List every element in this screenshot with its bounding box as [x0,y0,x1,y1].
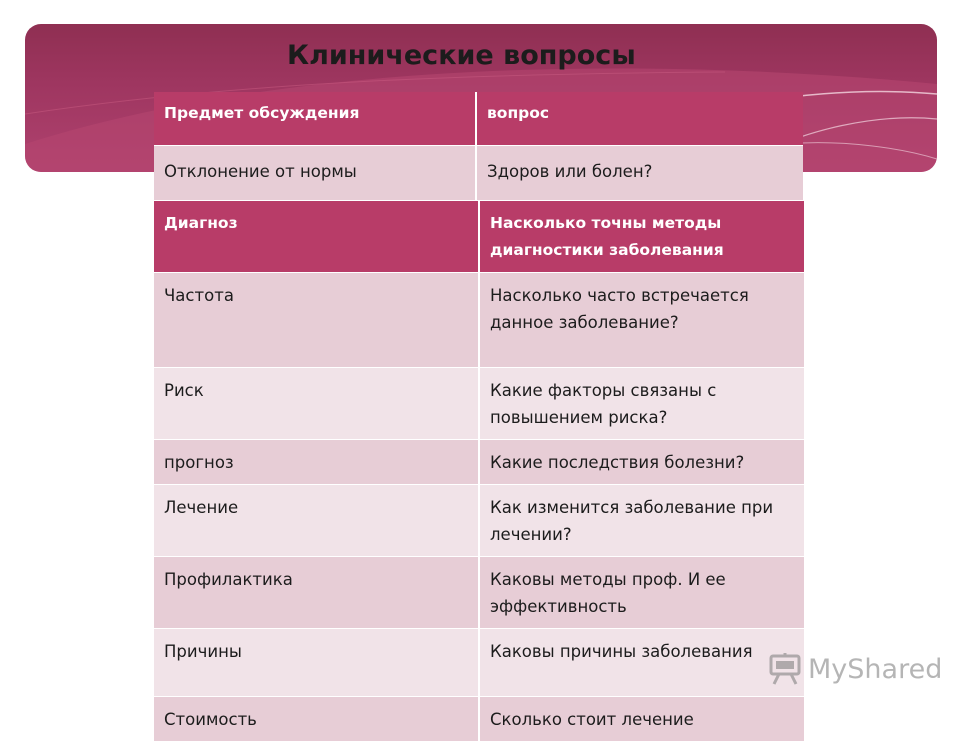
table-cell-question: Насколько часто встречается данное заболевание? [479,273,804,368]
table-cell-topic: прогноз [154,440,479,485]
table-cell-question: Каковы методы проф. И ее эффективность [479,557,804,629]
myshared-watermark [768,652,942,686]
table-row [154,146,803,201]
table-row [154,273,804,368]
table-row [154,629,804,697]
table-header-row [154,92,803,146]
header-cell-subject: Предмет обсуждения [154,92,476,146]
table-cell-topic: Отклонение от нормы [154,146,476,201]
header-cell-diagnosis: Диагноз [154,201,479,273]
table-header-row [154,201,804,273]
table-row [154,697,804,742]
table-cell-question: Как изменится заболевание при лечении? [479,485,804,557]
table-cell-question: Каковы причины заболевания [479,629,804,697]
header-cell-diagnosis-question: Насколько точны методы диагностики заболевания [479,201,804,273]
table-row [154,557,804,629]
table-row [154,485,804,557]
table-cell-topic: Риск [154,368,479,440]
table-cell-topic: Причины [154,629,479,697]
slide-title: Клинические вопросы [287,40,636,71]
presentation-board-icon [768,652,802,686]
table-cell-topic: Лечение [154,485,479,557]
table-cell-question: Какие последствия болезни? [479,440,804,485]
table-cell-question: Сколько стоит лечение [479,697,804,742]
table-row [154,368,804,440]
table-cell-question: Здоров или болен? [476,146,803,201]
header-cell-question: вопрос [476,92,803,146]
clinical-questions-table [154,201,804,742]
table-cell-topic: Стоимость [154,697,479,742]
table-cell-topic: Профилактика [154,557,479,629]
table-cell-topic: Частота [154,273,479,368]
table-row [154,440,804,485]
watermark-text: MyShared [808,653,943,685]
table-cell-question: Какие факторы связаны с повышением риска? [479,368,804,440]
subject-question-table [154,92,803,201]
